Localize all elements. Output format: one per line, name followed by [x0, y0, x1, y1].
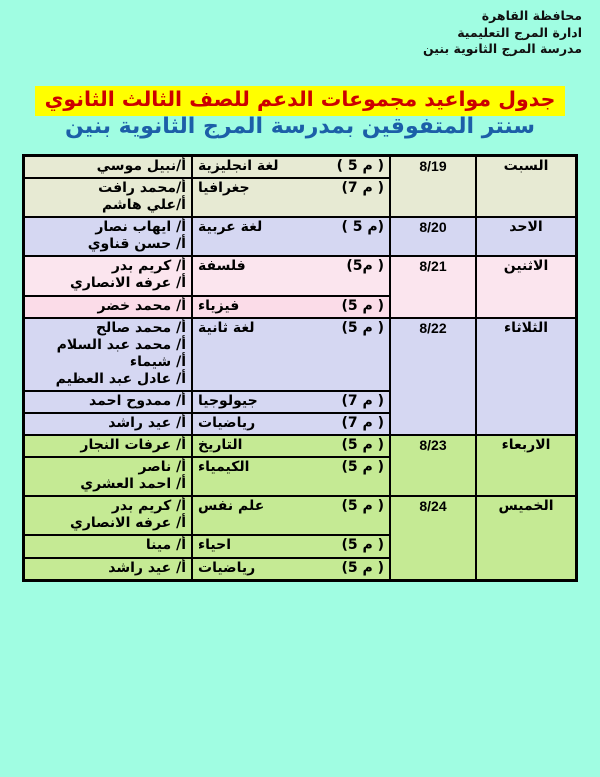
schedule-table-container	[22, 154, 578, 582]
date-cell: 8/21	[390, 256, 476, 317]
teacher-name: أ/ عرفه الانصاري	[69, 515, 186, 532]
teachers-cell	[24, 413, 193, 435]
subject-cell	[192, 413, 390, 435]
subject-cell	[192, 435, 390, 457]
teacher-name: أ/ مينا	[145, 537, 186, 554]
teacher-name: أ/ حسن قناوي	[87, 236, 186, 253]
subject-cell	[192, 391, 390, 413]
teacher-name: أ/ عرفه الانصاري	[69, 275, 186, 292]
teachers-cell	[24, 296, 193, 318]
teachers-cell	[24, 391, 193, 413]
day-cell: الخميس	[476, 496, 577, 580]
teachers-cell	[24, 178, 193, 217]
subject-name: جغرافيا	[198, 180, 250, 197]
subject-name: احياء	[198, 537, 232, 554]
schedule-table-body	[24, 156, 577, 581]
subject-hours: ( 5 م)	[341, 219, 384, 236]
school-name-line: مدرسة المرج الثانوية بنين	[423, 41, 582, 56]
teacher-name: أ/ شيماء	[129, 353, 186, 370]
table-row	[24, 435, 577, 457]
subject-name: لغة ثانية	[198, 319, 255, 336]
teacher-name: أ/نبيل موسي	[96, 158, 186, 174]
teachers-cell	[24, 435, 193, 457]
teacher-name: أ/ احمد العشري	[80, 476, 186, 493]
subject-hours: (5 م )	[341, 498, 384, 515]
subject-name: لغة انجليزية	[198, 158, 279, 174]
banner-container	[0, 86, 600, 116]
date-cell: 8/20	[390, 217, 476, 256]
teacher-name: أ/ عادل عبد العظيم	[55, 370, 186, 387]
subject-name: لغة عربية	[198, 219, 263, 236]
teachers-cell	[24, 558, 193, 581]
teacher-name: أ/محمد رافت	[98, 180, 186, 197]
subject-name: علم نفس	[198, 498, 265, 515]
table-row	[24, 156, 577, 179]
table-row	[24, 256, 577, 295]
subject-hours: (5م )	[346, 258, 384, 275]
subject-cell	[192, 318, 390, 391]
subject-name: فيزياء	[198, 297, 240, 314]
teachers-cell	[24, 217, 193, 256]
subject-hours: (7 م )	[341, 392, 384, 409]
document-title-banner: جدول مواعيد مجموعات الدعم للصف الثالث الثانوي	[35, 86, 566, 116]
teachers-cell	[24, 256, 193, 295]
teacher-name: أ/ محمد خضر	[97, 297, 186, 314]
school-identity-header	[423, 8, 582, 58]
day-cell: الثلاثاء	[476, 318, 577, 435]
teacher-name: أ/ عيد راشد	[108, 559, 186, 576]
subject-name: رياضيات	[198, 415, 256, 432]
subject-name: رياضيات	[198, 559, 256, 576]
teachers-cell	[24, 318, 193, 391]
table-row	[24, 496, 577, 535]
teacher-name: أ/علي هاشم	[102, 197, 186, 214]
teacher-name: أ/ محمد صالح	[95, 319, 186, 336]
subject-hours: (5 م )	[341, 559, 384, 576]
day-cell: الاربعاء	[476, 435, 577, 496]
schedule-table	[22, 154, 578, 582]
teacher-name: أ/ كريم بدر	[111, 258, 186, 275]
teacher-name: أ/ كريم بدر	[111, 498, 186, 515]
subject-cell	[192, 496, 390, 535]
subject-hours: (5 م )	[341, 297, 384, 314]
subject-hours: (5 م )	[341, 437, 384, 454]
subject-cell	[192, 558, 390, 581]
subtitle-container	[0, 114, 600, 140]
table-row	[24, 318, 577, 391]
teacher-name: أ/ محمد عبد السلام	[56, 336, 186, 353]
subject-hours: (5 م )	[341, 459, 384, 476]
teacher-name: أ/ ممدوح احمد	[89, 392, 186, 409]
governorate-line: محافظة القاهرة	[481, 8, 582, 23]
teachers-cell	[24, 457, 193, 496]
subject-cell	[192, 535, 390, 557]
subject-hours: (7 م )	[341, 415, 384, 432]
subject-cell	[192, 178, 390, 217]
teachers-cell	[24, 496, 193, 535]
teachers-cell	[24, 535, 193, 557]
teacher-name: أ/ ناصر	[138, 459, 186, 476]
teachers-cell	[24, 156, 193, 179]
subject-cell	[192, 457, 390, 496]
date-cell: 8/22	[390, 318, 476, 435]
subject-hours: (5 م )	[341, 319, 384, 336]
subject-name: التاريخ	[198, 437, 243, 454]
center-subtitle: سنتر المتفوقين بمدرسة المرج الثانوية بنين	[64, 114, 536, 139]
subject-hours: (7 م )	[341, 180, 384, 197]
day-cell: الاحد	[476, 217, 577, 256]
teacher-name: أ/ ايهاب نصار	[95, 219, 186, 236]
subject-name: جيولوجيا	[198, 392, 258, 409]
table-row	[24, 217, 577, 256]
teacher-name: أ/ عيد راشد	[108, 415, 186, 432]
day-cell: الاثنين	[476, 256, 577, 317]
subject-hours: (5 م )	[341, 537, 384, 554]
date-cell: 8/24	[390, 496, 476, 580]
subject-cell	[192, 256, 390, 295]
teacher-name: أ/ عرفات النجار	[80, 437, 186, 454]
date-cell: 8/19	[390, 156, 476, 218]
subject-name: الكيمياء	[198, 459, 250, 476]
subject-name: فلسفة	[198, 258, 246, 275]
date-cell: 8/23	[390, 435, 476, 496]
subject-hours: ( 5 م )	[336, 158, 384, 174]
administration-line: ادارة المرج التعليمية	[457, 24, 582, 40]
subject-cell	[192, 296, 390, 318]
subject-cell	[192, 156, 390, 179]
subject-cell	[192, 217, 390, 256]
day-cell: السبت	[476, 156, 577, 218]
